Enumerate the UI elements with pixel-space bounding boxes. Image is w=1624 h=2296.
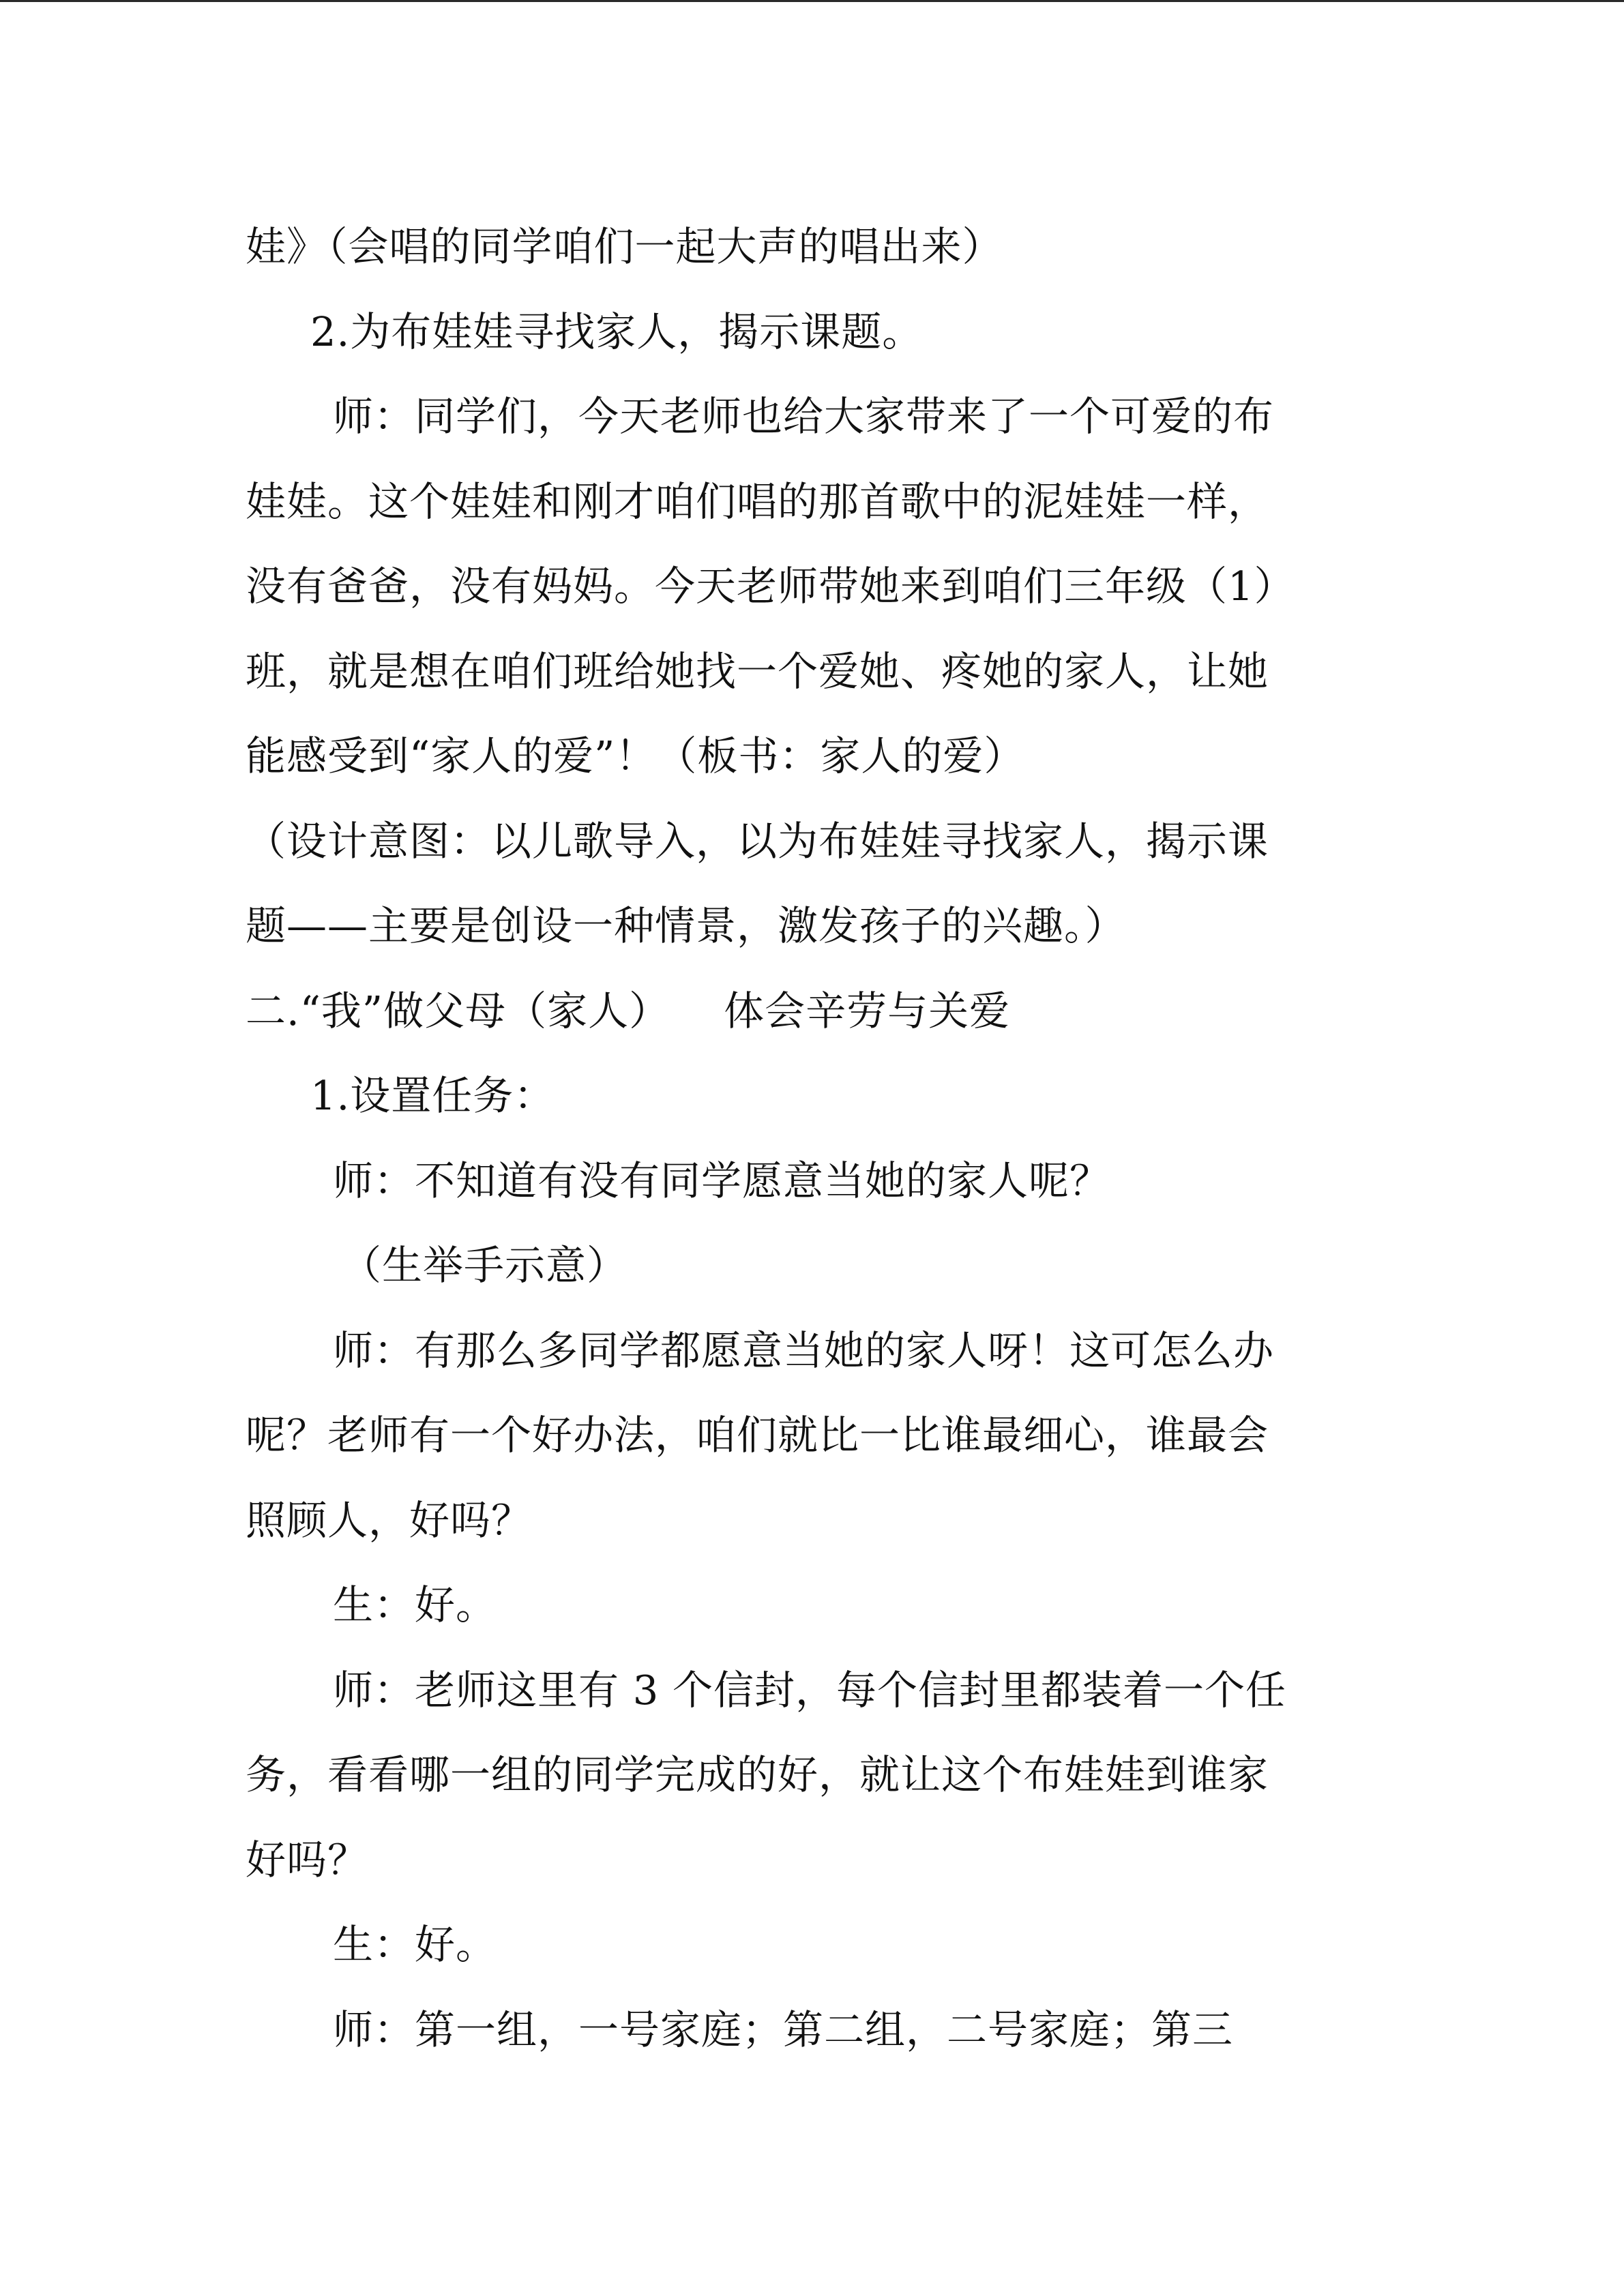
text-line: 生：好。: [333, 1581, 497, 1628]
text-line: （设计意图：以儿歌导入，以为布娃娃寻找家人，揭示课: [246, 817, 1269, 865]
section-heading: 二.“我”做父母（家人） 体会辛劳与关爱: [246, 987, 1011, 1034]
text-line: 班，就是想在咱们班给她找一个爱她、疼她的家人，让她: [246, 647, 1269, 695]
text-line: 题——主要是创设一种情景，激发孩子的兴趣。）: [246, 902, 1126, 949]
text-line: 2.为布娃娃寻找家人，揭示课题。: [310, 308, 924, 355]
text-line: 1.设置任务：: [310, 1072, 555, 1119]
text-line: 师：同学们，今天老师也给大家带来了一个可爱的布: [333, 393, 1275, 440]
text-line: 好吗？: [246, 1836, 369, 1883]
page-top-border: [0, 0, 1624, 2]
text-line: 呢？老师有一个好办法，咱们就比一比谁最细心，谁最会: [246, 1412, 1269, 1459]
text-line: 生：好。: [333, 1921, 497, 1968]
text-line: 照顾人，好吗？: [246, 1496, 533, 1544]
text-line: 没有爸爸，没有妈妈。今天老师带她来到咱们三年级（1）: [246, 563, 1295, 610]
text-line: 务，看看哪一组的同学完成的好，就让这个布娃娃到谁家: [246, 1751, 1269, 1798]
text-line: 师：不知道有没有同学愿意当她的家人呢？: [333, 1157, 1111, 1204]
text-line: 师：有那么多同学都愿意当她的家人呀！这可怎么办: [333, 1326, 1275, 1374]
text-line: 师：老师这里有 3 个信封，每个信封里都装着一个任: [333, 1666, 1287, 1714]
text-line: 娃娃。这个娃娃和刚才咱们唱的那首歌中的泥娃娃一样，: [246, 477, 1269, 525]
text-line: 娃》（会唱的同学咱们一起大声的唱出来）: [246, 223, 1003, 270]
text-line: 能感受到“家人的爱”！（板书：家人的爱）: [246, 732, 1025, 779]
text-line: （生举手示意）: [341, 1242, 628, 1289]
document-page: [246, 205, 1337, 2072]
text-line: 师：第一组，一号家庭；第二组，二号家庭；第三: [333, 2006, 1234, 2053]
